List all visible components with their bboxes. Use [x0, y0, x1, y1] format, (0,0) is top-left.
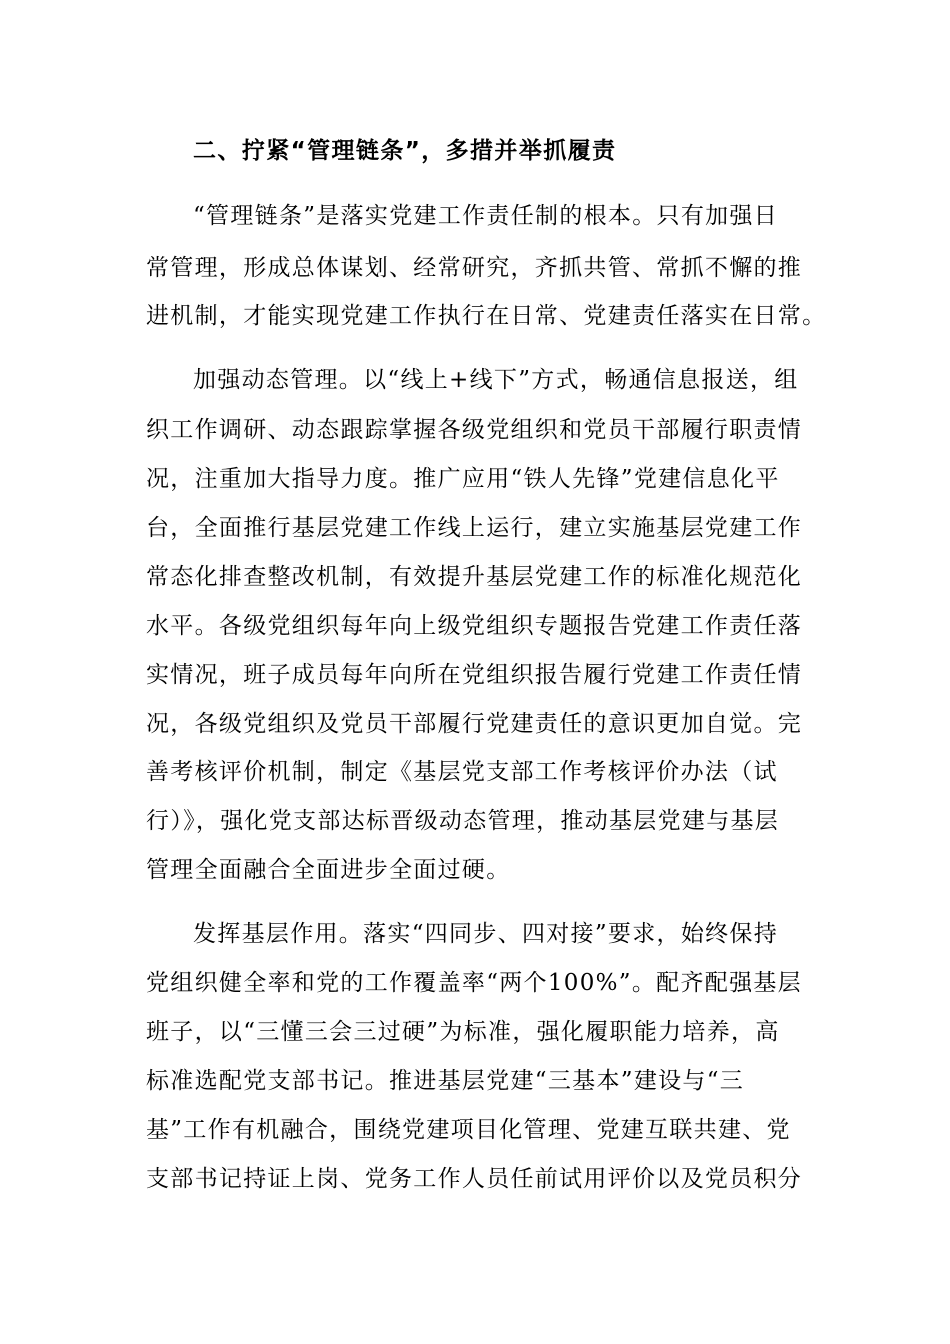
paragraph-3-line-5: 基”工作有机融合，围绕党建项目化管理、党建互联共建、党: [146, 1117, 791, 1143]
paragraph-2-line-11: 管理全面融合全面进步全面过硬。: [146, 857, 511, 883]
paragraph-3-line-6: 支部书记持证上岗、党务工作人员任前试用评价以及党员积分: [146, 1166, 803, 1192]
paragraph-1-line-2: 常管理，形成总体谋划、经常研究，齐抓共管、常抓不懈的推: [146, 255, 803, 281]
paragraph-2-line-8: 况，各级党组织及党员干部履行党建责任的意识更加自觉。完: [146, 711, 803, 737]
paragraph-3-line-2: 党组织健全率和党的工作覆盖率“两个100%”。配齐配强基层: [146, 970, 802, 996]
paragraph-1-line-3: 进机制，才能实现党建工作执行在日常、党建责任落实在日常。: [146, 303, 827, 329]
paragraph-2-line-4: 台，全面推行基层党建工作线上运行，建立实施基层党建工作: [146, 515, 803, 541]
paragraph-2-line-1: 加强动态管理。以“线上+线下”方式，畅通信息报送，组: [193, 367, 799, 393]
paragraph-1-line-1: “管理链条”是落实党建工作责任制的根本。只有加强日: [193, 203, 779, 229]
paragraph-2-line-3: 况，注重加大指导力度。推广应用“铁人先锋”党建信息化平: [146, 466, 780, 492]
section-heading: 二、拧紧“管理链条”，多措并举抓履责: [193, 138, 617, 164]
paragraph-2-line-7: 实情况，班子成员每年向所在党组织报告履行党建工作责任情: [146, 662, 803, 688]
paragraph-3-line-1: 发挥基层作用。落实“四同步、四对接”要求，始终保持: [193, 921, 779, 947]
paragraph-3-line-3: 班子，以“三懂三会三过硬”为标准，强化履职能力培养，高: [146, 1019, 780, 1045]
paragraph-2-line-5: 常态化排查整改机制，有效提升基层党建工作的标准化规范化: [146, 564, 803, 590]
paragraph-2-line-9: 善考核评价机制，制定《基层党支部工作考核评价办法（试: [146, 759, 778, 785]
paragraph-2-line-2: 织工作调研、动态跟踪掌握各级党组织和党员干部履行职责情: [146, 417, 803, 443]
paragraph-2-line-6: 水平。各级党组织每年向上级党组织专题报告党建工作责任落: [146, 613, 803, 639]
paragraph-2-line-10: 行）》，强化党支部达标晋级动态管理，推动基层党建与基层: [146, 808, 780, 834]
paragraph-3-line-4: 标准选配党支部书记。推进基层党建“三基本”建设与“三: [146, 1068, 745, 1094]
